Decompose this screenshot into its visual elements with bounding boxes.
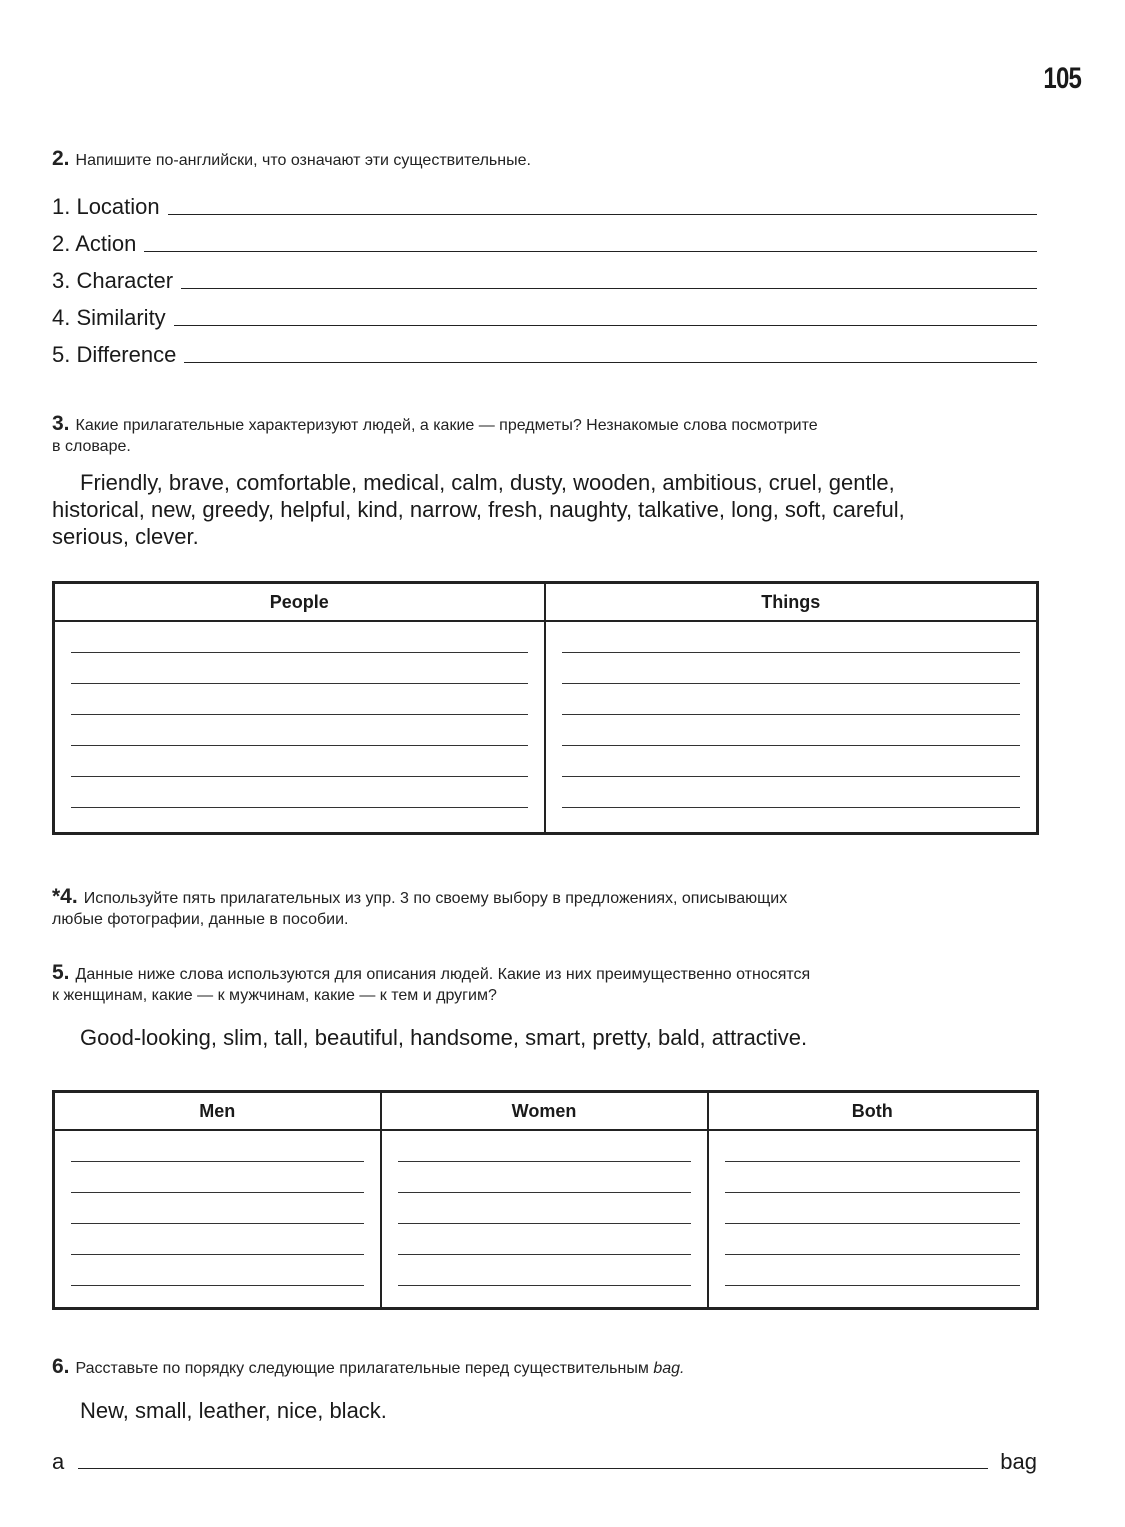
task-2-item-label: 3. Character [52,268,174,293]
task-2-item-label: 4. Similarity [52,305,166,330]
answer-line[interactable] [144,251,1037,252]
task-2-row-3 [52,264,1037,294]
column-header-things: Things [545,583,1038,622]
column-header-women: Women [381,1092,708,1131]
both-column [708,1130,1038,1309]
task-5-title [52,962,1042,1006]
task-2-item-label: 2. Action [52,231,137,256]
answer-line[interactable] [181,288,1037,289]
task-2-row-2 [52,227,1037,257]
answer-prefix: a [52,1449,65,1474]
task-5-word-list: Good-looking, slim, tall, beautiful, handsome, smart, pretty, bald, attractive. [80,1025,808,1050]
task-4-title [52,886,1042,930]
task-2-title [52,148,531,171]
people-things-table [52,581,1039,835]
answer-suffix: bag [1000,1449,1037,1474]
answer-line[interactable] [725,1285,1021,1286]
task-6-word-list: New, small, leather, nice, black. [80,1398,387,1423]
column-header-both: Both [708,1092,1038,1131]
task-3-number: 3. [52,412,70,435]
task-2-row-5 [52,338,1037,368]
column-header-people: People [54,583,545,622]
task-2-instruction: Напишите по-английски, что означают эти существительные. [75,152,531,169]
task-6-answer-row [52,1445,1037,1475]
task-2-row-1 [52,190,1037,220]
task-6-title [52,1356,1042,1379]
men-column [54,1130,381,1309]
answer-line[interactable] [174,325,1037,326]
task-3-title [52,413,1042,457]
task-3-word-list [52,469,1042,550]
things-column [545,621,1038,834]
task-4-instruction-line-2: любые фотографии, данные в пособии. [52,911,349,928]
task-5-number: 5. [52,961,70,984]
page-number: 105 [1043,62,1081,95]
word-list-line-2: historical, new, greedy, helpful, kind, narrow, fresh, naughty, talkative, long, soft, careful, [52,497,905,522]
task-4-number: *4. [52,885,78,908]
answer-line[interactable] [184,362,1037,363]
people-column [54,621,545,834]
task-2-row-4 [52,301,1037,331]
task-2-item-label: 1. Location [52,194,160,219]
task-3-instruction-line-1: Какие прилагательные характеризуют людей, а какие — предметы? Незнакомые слова посмотрите [75,417,818,434]
women-column [381,1130,708,1309]
answer-line[interactable] [71,1285,364,1286]
answer-line[interactable] [71,807,528,808]
answer-line[interactable] [562,807,1021,808]
word-list-line-3: serious, clever. [52,524,199,549]
task-5-instruction-line-2: к женщинам, какие — к мужчинам, какие — к тем и другим? [52,987,497,1004]
answer-line[interactable] [398,1285,691,1286]
word-list-line-1: Friendly, brave, comfortable, medical, calm, dusty, wooden, ambitious, cruel, gentle, [80,470,895,495]
task-3-instruction-line-2: в словаре. [52,438,131,455]
task-2-item-label: 5. Difference [52,342,177,367]
answer-line[interactable] [78,1468,988,1469]
task-4-instruction-line-1: Используйте пять прилагательных из упр. 3 по своему выбору в предложениях, описывающих [83,890,788,907]
task-6-instruction: Расставьте по порядку следующие прилагательные перед существительным [75,1360,649,1377]
task-6-number: 6. [52,1355,70,1378]
task-5-instruction-line-1: Данные ниже слова используются для описания людей. Какие из них преимущественно относятся [75,966,811,983]
answer-line[interactable] [168,214,1037,215]
column-header-men: Men [54,1092,381,1131]
men-women-both-table [52,1090,1039,1310]
task-2-number: 2. [52,147,70,170]
task-6-noun: bag. [653,1360,685,1377]
